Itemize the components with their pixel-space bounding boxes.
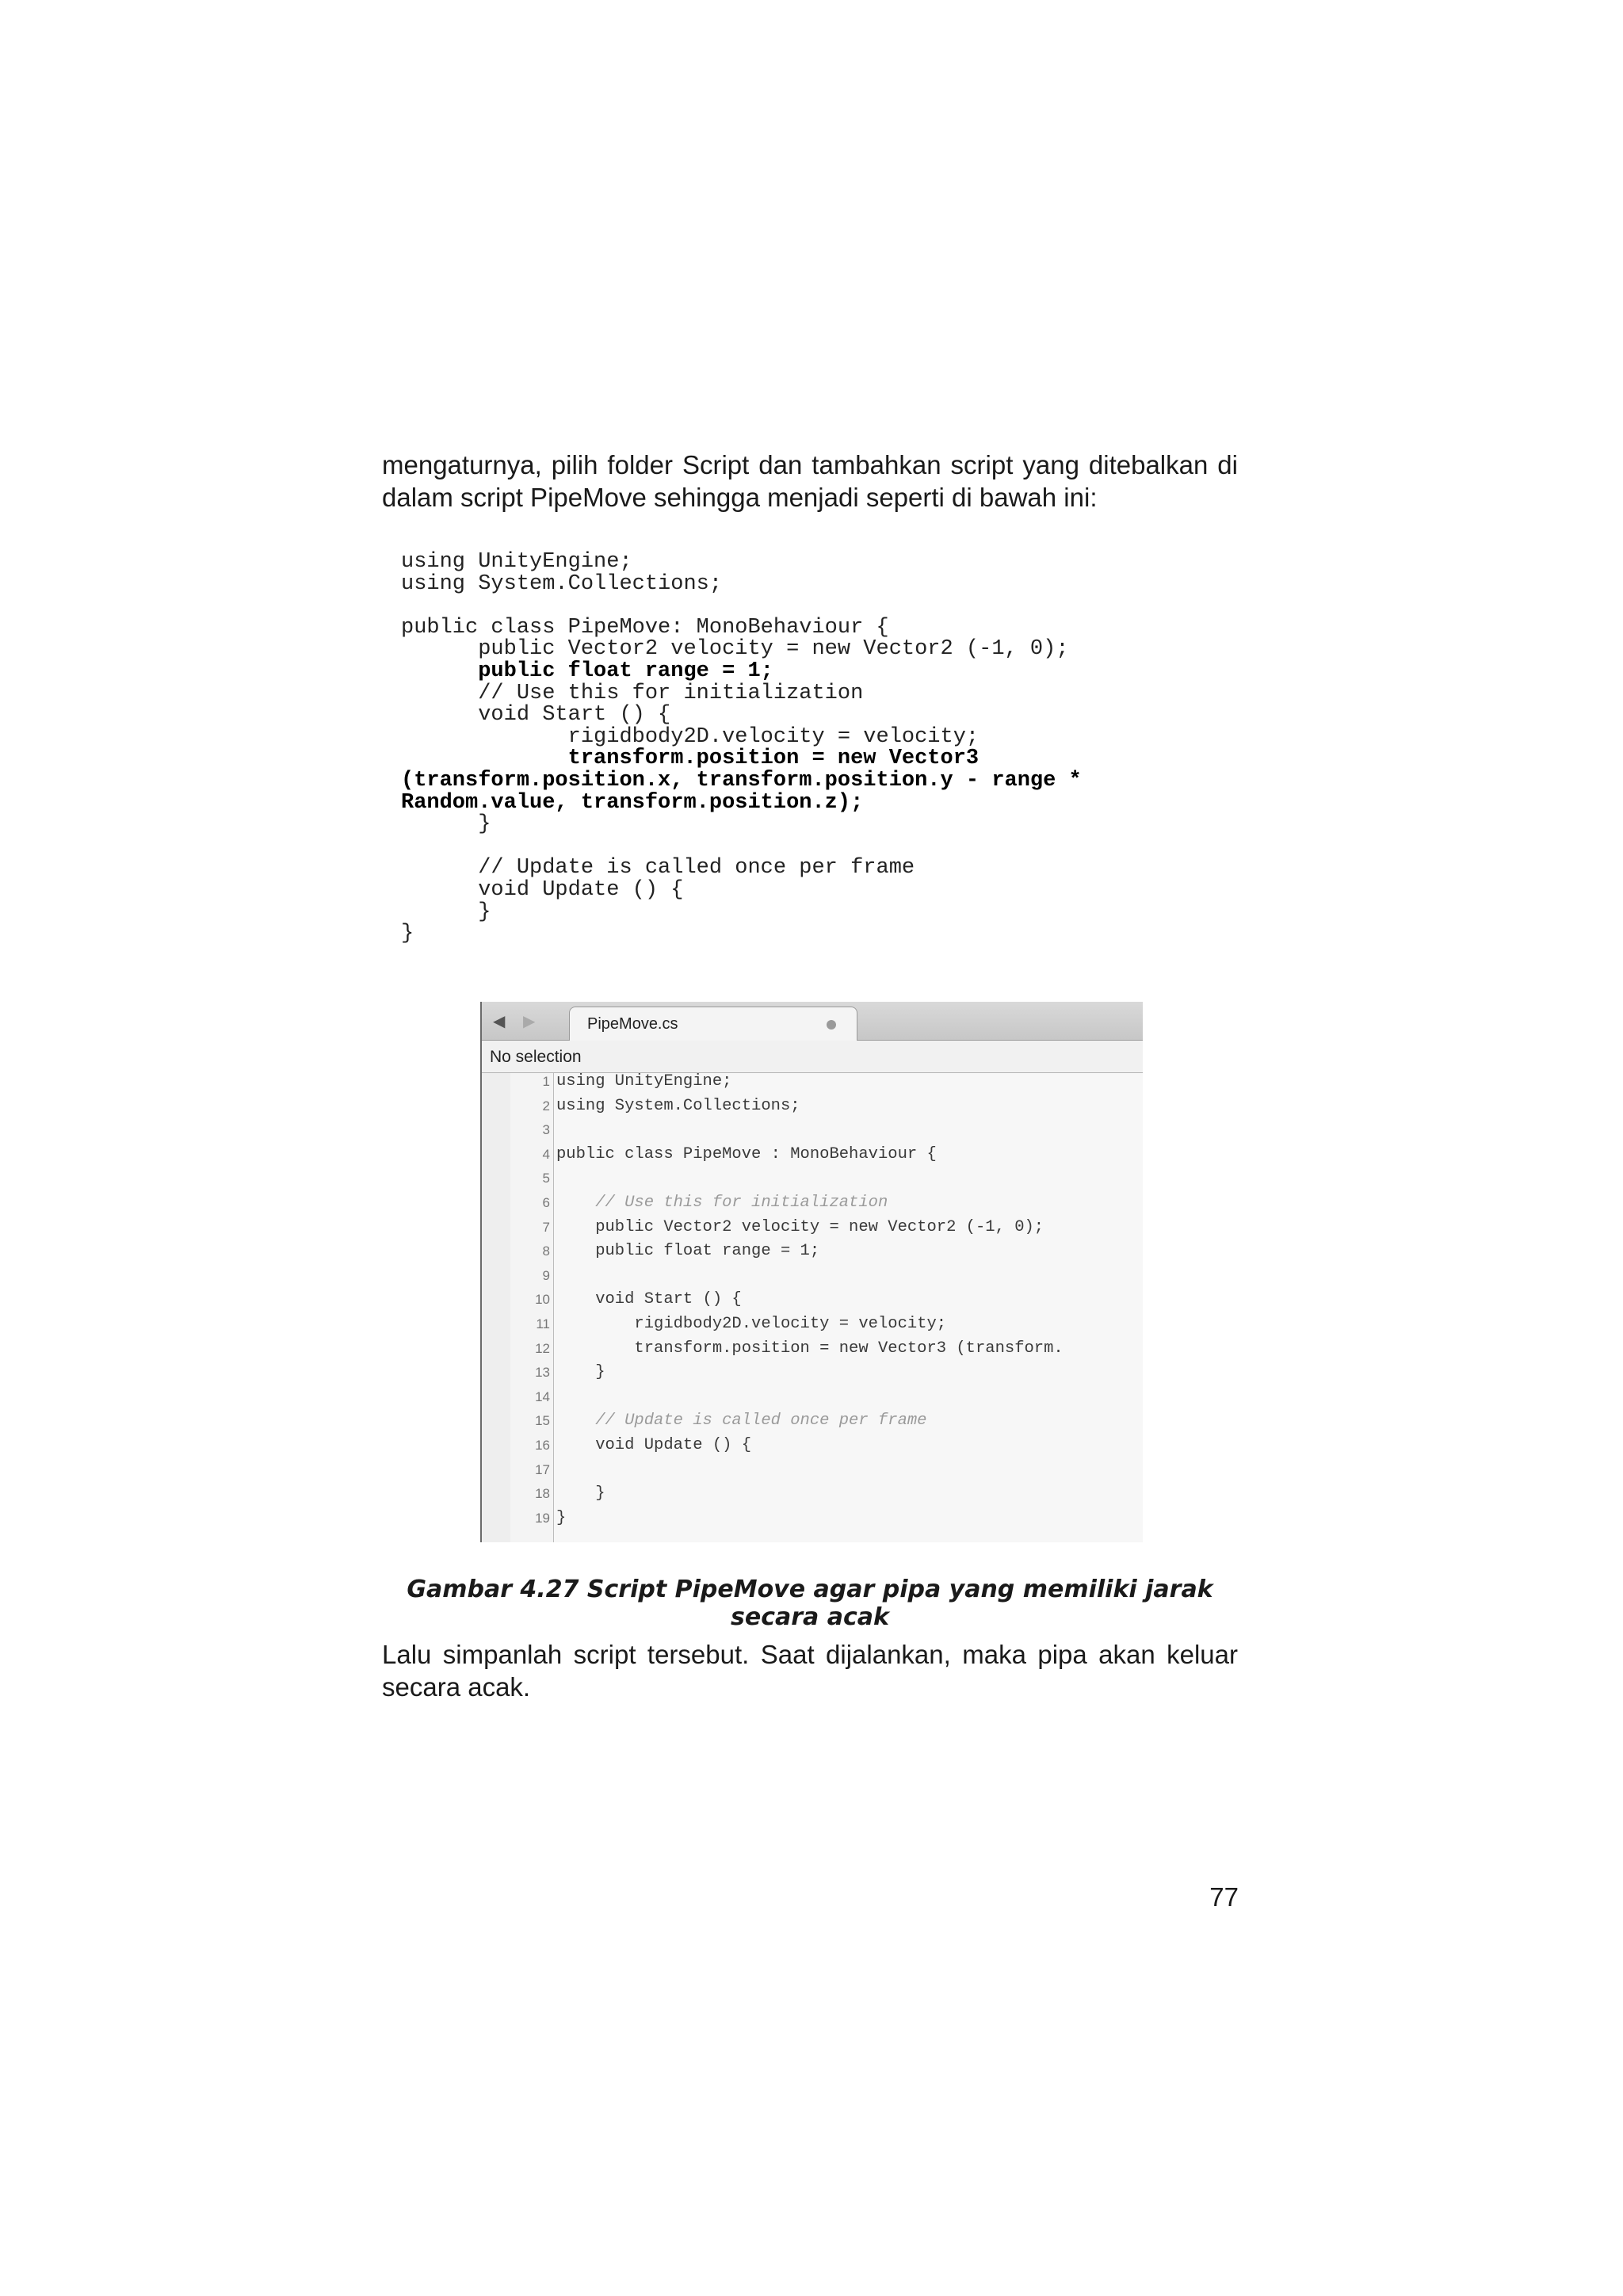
forward-arrow-icon[interactable]: ▶ xyxy=(523,1013,536,1030)
editor-line xyxy=(482,1216,1143,1240)
line-number: 9 xyxy=(542,1267,550,1283)
code-text: rigidbody2D.velocity = velocity; xyxy=(556,1315,947,1333)
code-line: // Use this for initialization xyxy=(401,681,864,705)
editor-line xyxy=(482,1167,1143,1191)
editor-line xyxy=(482,1312,1143,1337)
editor-line xyxy=(482,1337,1143,1362)
code-line: public class PipeMove: MonoBehaviour { xyxy=(401,615,889,640)
editor-line xyxy=(482,1482,1143,1507)
page-number: 77 xyxy=(1209,1882,1239,1912)
line-number: 19 xyxy=(535,1510,550,1526)
line-number: 7 xyxy=(542,1219,550,1235)
code-line: public Vector2 velocity = new Vector2 (-1, 0); xyxy=(401,637,1069,662)
code-line: void Start () { xyxy=(401,703,671,728)
code-line xyxy=(401,836,1082,858)
code-line: } xyxy=(401,812,491,837)
code-text: transform.position = new Vector3 (transform. xyxy=(556,1339,1064,1358)
editor-line xyxy=(482,1240,1143,1264)
code-text: void Update () { xyxy=(556,1436,752,1454)
line-number: 15 xyxy=(535,1413,550,1429)
code-line: transform.position = new Vector3 xyxy=(401,747,980,771)
line-number: 18 xyxy=(535,1486,550,1502)
line-number: 12 xyxy=(535,1340,550,1356)
code-line: using UnityEngine; xyxy=(401,550,632,574)
selection-bar xyxy=(482,1041,1143,1073)
code-text: public class PipeMove : MonoBehaviour { xyxy=(556,1144,937,1163)
editor-line xyxy=(482,1118,1143,1143)
line-number: 13 xyxy=(535,1365,550,1381)
code-text: using System.Collections; xyxy=(556,1096,800,1115)
line-number: 11 xyxy=(536,1316,550,1331)
editor-line xyxy=(482,1361,1143,1385)
line-number: 14 xyxy=(535,1389,550,1404)
code-editor-screenshot xyxy=(480,1002,1143,1542)
code-text: } xyxy=(556,1508,567,1527)
editor-line xyxy=(482,1143,1143,1167)
code-comment: // Use this for initialization xyxy=(556,1194,888,1212)
figure-caption: Gambar 4.27 Script PipeMove agar pipa yang memiliki jarak secara acak xyxy=(407,1576,1213,1631)
code-line: void Update () { xyxy=(401,877,684,902)
tab-pipemove-cs[interactable] xyxy=(569,1007,857,1041)
editor-line xyxy=(482,1458,1143,1483)
editor-tab-bar xyxy=(482,1002,1143,1041)
editor-line xyxy=(482,1264,1143,1289)
code-text: } xyxy=(556,1484,605,1503)
code-line: using System.Collections; xyxy=(401,571,723,596)
editor-line xyxy=(482,1191,1143,1216)
line-number: 16 xyxy=(535,1438,550,1453)
editor-line xyxy=(482,1434,1143,1458)
editor-line xyxy=(482,1409,1143,1434)
code-line: Random.value, transform.position.z); xyxy=(401,790,864,815)
code-line: } xyxy=(401,900,491,924)
code-text: } xyxy=(556,1363,605,1382)
unsaved-dot-icon[interactable] xyxy=(827,1020,836,1030)
outro-paragraph: Lalu simpanlah script tersebut. Saat dijalankan, maka pipa akan keluar secara acak. xyxy=(382,1640,1238,1702)
code-line: // Update is called once per frame xyxy=(401,856,915,881)
selection-label: No selection xyxy=(490,1048,582,1066)
line-number: 5 xyxy=(542,1171,550,1186)
code-comment: // Update is called once per frame xyxy=(556,1412,927,1431)
line-number: 8 xyxy=(542,1244,550,1259)
code-text: void Start () { xyxy=(556,1290,742,1309)
line-number: 1 xyxy=(542,1074,550,1089)
editor-line xyxy=(482,1095,1143,1119)
line-number: 4 xyxy=(542,1146,550,1162)
code-line: public float range = 1; xyxy=(401,659,773,683)
code-line xyxy=(401,595,1082,617)
code-text: using UnityEngine; xyxy=(556,1072,732,1091)
code-text: public float range = 1; xyxy=(556,1242,820,1261)
line-number: 10 xyxy=(535,1292,550,1308)
editor-line xyxy=(482,1385,1143,1410)
editor-line xyxy=(482,1507,1143,1531)
editor-line xyxy=(482,1070,1143,1095)
editor-line xyxy=(482,1288,1143,1312)
line-number: 3 xyxy=(542,1122,550,1138)
line-number: 2 xyxy=(542,1098,550,1114)
tab-label: PipeMove.cs xyxy=(587,1015,678,1033)
back-arrow-icon[interactable]: ◀ xyxy=(493,1013,506,1030)
editor-code-area[interactable] xyxy=(482,1073,1143,1542)
code-listing xyxy=(401,552,1082,946)
code-line: rigidbody2D.velocity = velocity; xyxy=(401,724,980,749)
line-number: 17 xyxy=(535,1461,550,1477)
intro-paragraph: mengaturnya, pilih folder Script dan tambahkan script yang ditebalkan di dalam script PipeMove sehingga menjadi seperti di bawah ini: xyxy=(382,450,1238,512)
line-number: 6 xyxy=(542,1195,550,1210)
code-line: (transform.position.x, transform.position.y - range * xyxy=(401,768,1082,793)
code-text: public Vector2 velocity = new Vector2 (-1, 0); xyxy=(556,1217,1044,1236)
code-line: } xyxy=(401,922,414,946)
